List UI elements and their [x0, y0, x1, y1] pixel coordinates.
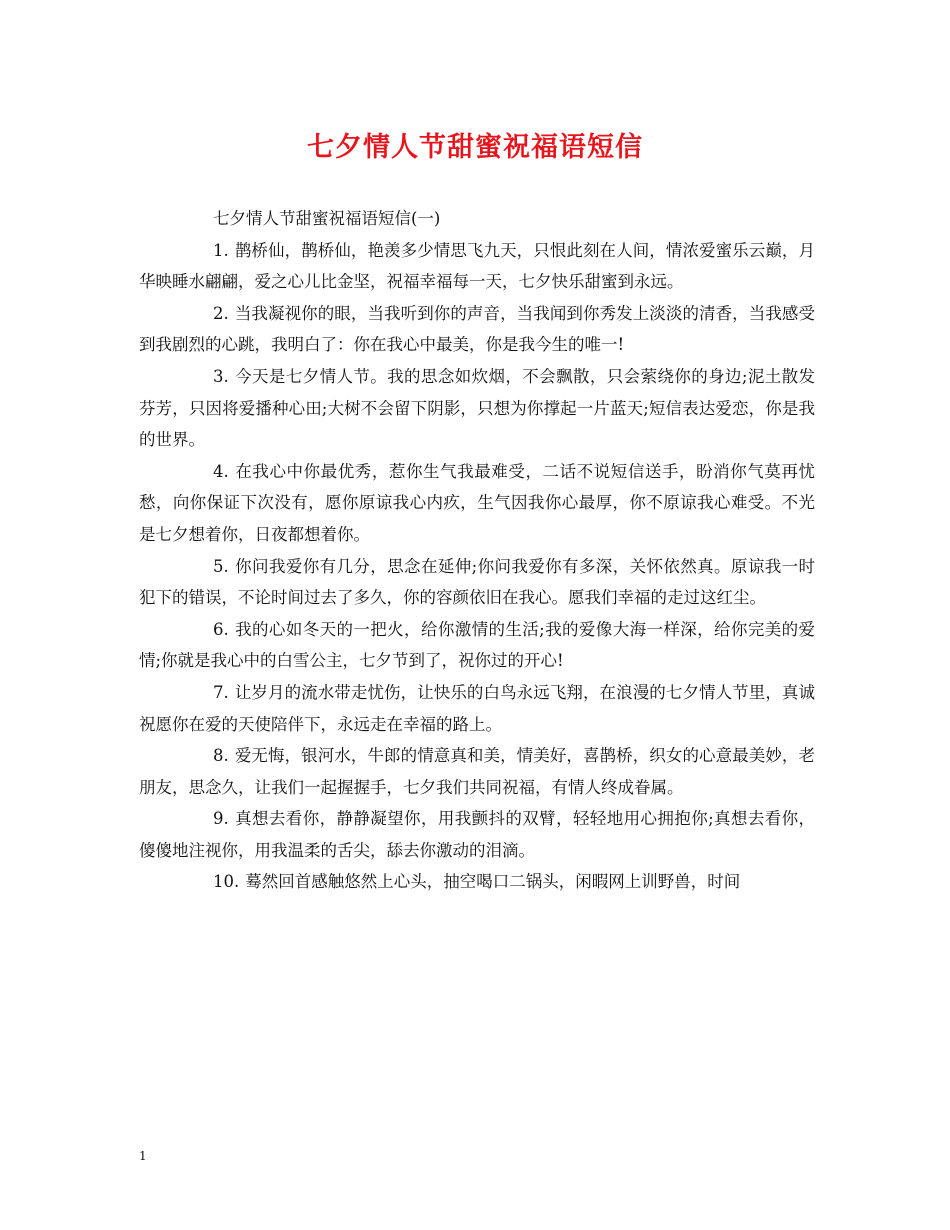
- blessing-item: [139, 361, 815, 456]
- item-number: 1.: [213, 240, 229, 260]
- blessing-item: [139, 551, 815, 614]
- item-text: 今天是七夕情人节。我的思念如炊烟，不会飘散，只会萦绕你的身边;泥土散发芬芳，只因将爱播种心田;大树不会留下阴影，只想为你撑起一片蓝天;短信表达爱恋，你是我的世界。: [139, 366, 815, 450]
- item-text: 在我心中你最优秀，惹你生气我最难受，二话不说短信送手，盼消你气莫再忧愁，向你保证下次没有，愿你原谅我心内疚，生气因我你心最厚，你不原谅我心难受。不光是七夕想着你，日夜都想着你。: [139, 461, 815, 544]
- document-title: 七夕情人节甜蜜祝福语短信: [307, 132, 643, 163]
- blessing-item: [139, 677, 815, 740]
- item-text: 我的心如冬天的一把火，给你激情的生活;我的爱像大海一样深，给你完美的爱情;你就是我心中的白雪公主，七夕节到了，祝你过的开心!: [139, 619, 815, 671]
- blessing-item: [139, 614, 815, 677]
- blessing-item: [139, 740, 815, 803]
- item-number: 4.: [213, 461, 229, 481]
- blessing-item: [139, 803, 815, 866]
- item-number: 3.: [213, 366, 229, 386]
- item-text: 让岁月的流水带走忧伤，让快乐的白鸟永远飞翔，在浪漫的七夕情人节里，真诚祝愿你在爱的天使陪伴下，永远走在幸福的路上。: [139, 682, 815, 734]
- item-number: 6.: [213, 619, 229, 639]
- blessing-item: [139, 456, 815, 551]
- item-number: 10.: [213, 872, 240, 892]
- item-text: 爱无悔，银河水，牛郎的情意真和美，情美好，喜鹊桥，织女的心意最美妙，老朋友，思念久，让我们一起握握手，七夕我们共同祝福，有情人终成眷属。: [139, 746, 815, 797]
- item-number: 5.: [213, 556, 229, 576]
- page-number: 1: [139, 1149, 147, 1163]
- blessing-item: [139, 866, 815, 898]
- item-number: 8.: [213, 746, 229, 766]
- item-text: 蓦然回首感触悠然上心头，抽空喝口二锅头，闲暇网上训野兽，时间: [245, 872, 741, 892]
- blessing-item: [139, 298, 815, 361]
- section-subtitle: 七夕情人节甜蜜祝福语短信(一): [213, 209, 441, 228]
- item-text: 真想去看你，静静凝望你，用我颤抖的双臂，轻轻地用心拥抱你;真想去看你，傻傻地注视你，用我温柔的舌尖，舔去你激动的泪滴。: [139, 809, 815, 860]
- item-number: 7.: [213, 682, 229, 702]
- item-number: 9.: [213, 809, 229, 829]
- blessing-list: [139, 235, 815, 898]
- item-text: 鹊桥仙，鹊桥仙，艳羡多少情思飞九天，只恨此刻在人间，情浓爱蜜乐云巅，月华映睡水翩翩，爱之心儿比金坚，祝福幸福每一天，七夕快乐甜蜜到永远。: [139, 240, 815, 292]
- item-text: 你问我爱你有几分，思念在延伸;你问我爱你有多深，关怀依然真。原谅我一时犯下的错误，不论时间过去了多久，你的容颜依旧在我心。愿我们幸福的走过这红尘。: [139, 556, 815, 608]
- item-number: 2.: [213, 303, 229, 323]
- document-body: [139, 203, 815, 898]
- blessing-item: [139, 235, 815, 298]
- item-text: 当我凝视你的眼，当我听到你的声音，当我闻到你秀发上淡淡的清香，当我感受到我剧烈的心跳，我明白了：你在我心中最美，你是我今生的唯一!: [139, 303, 815, 355]
